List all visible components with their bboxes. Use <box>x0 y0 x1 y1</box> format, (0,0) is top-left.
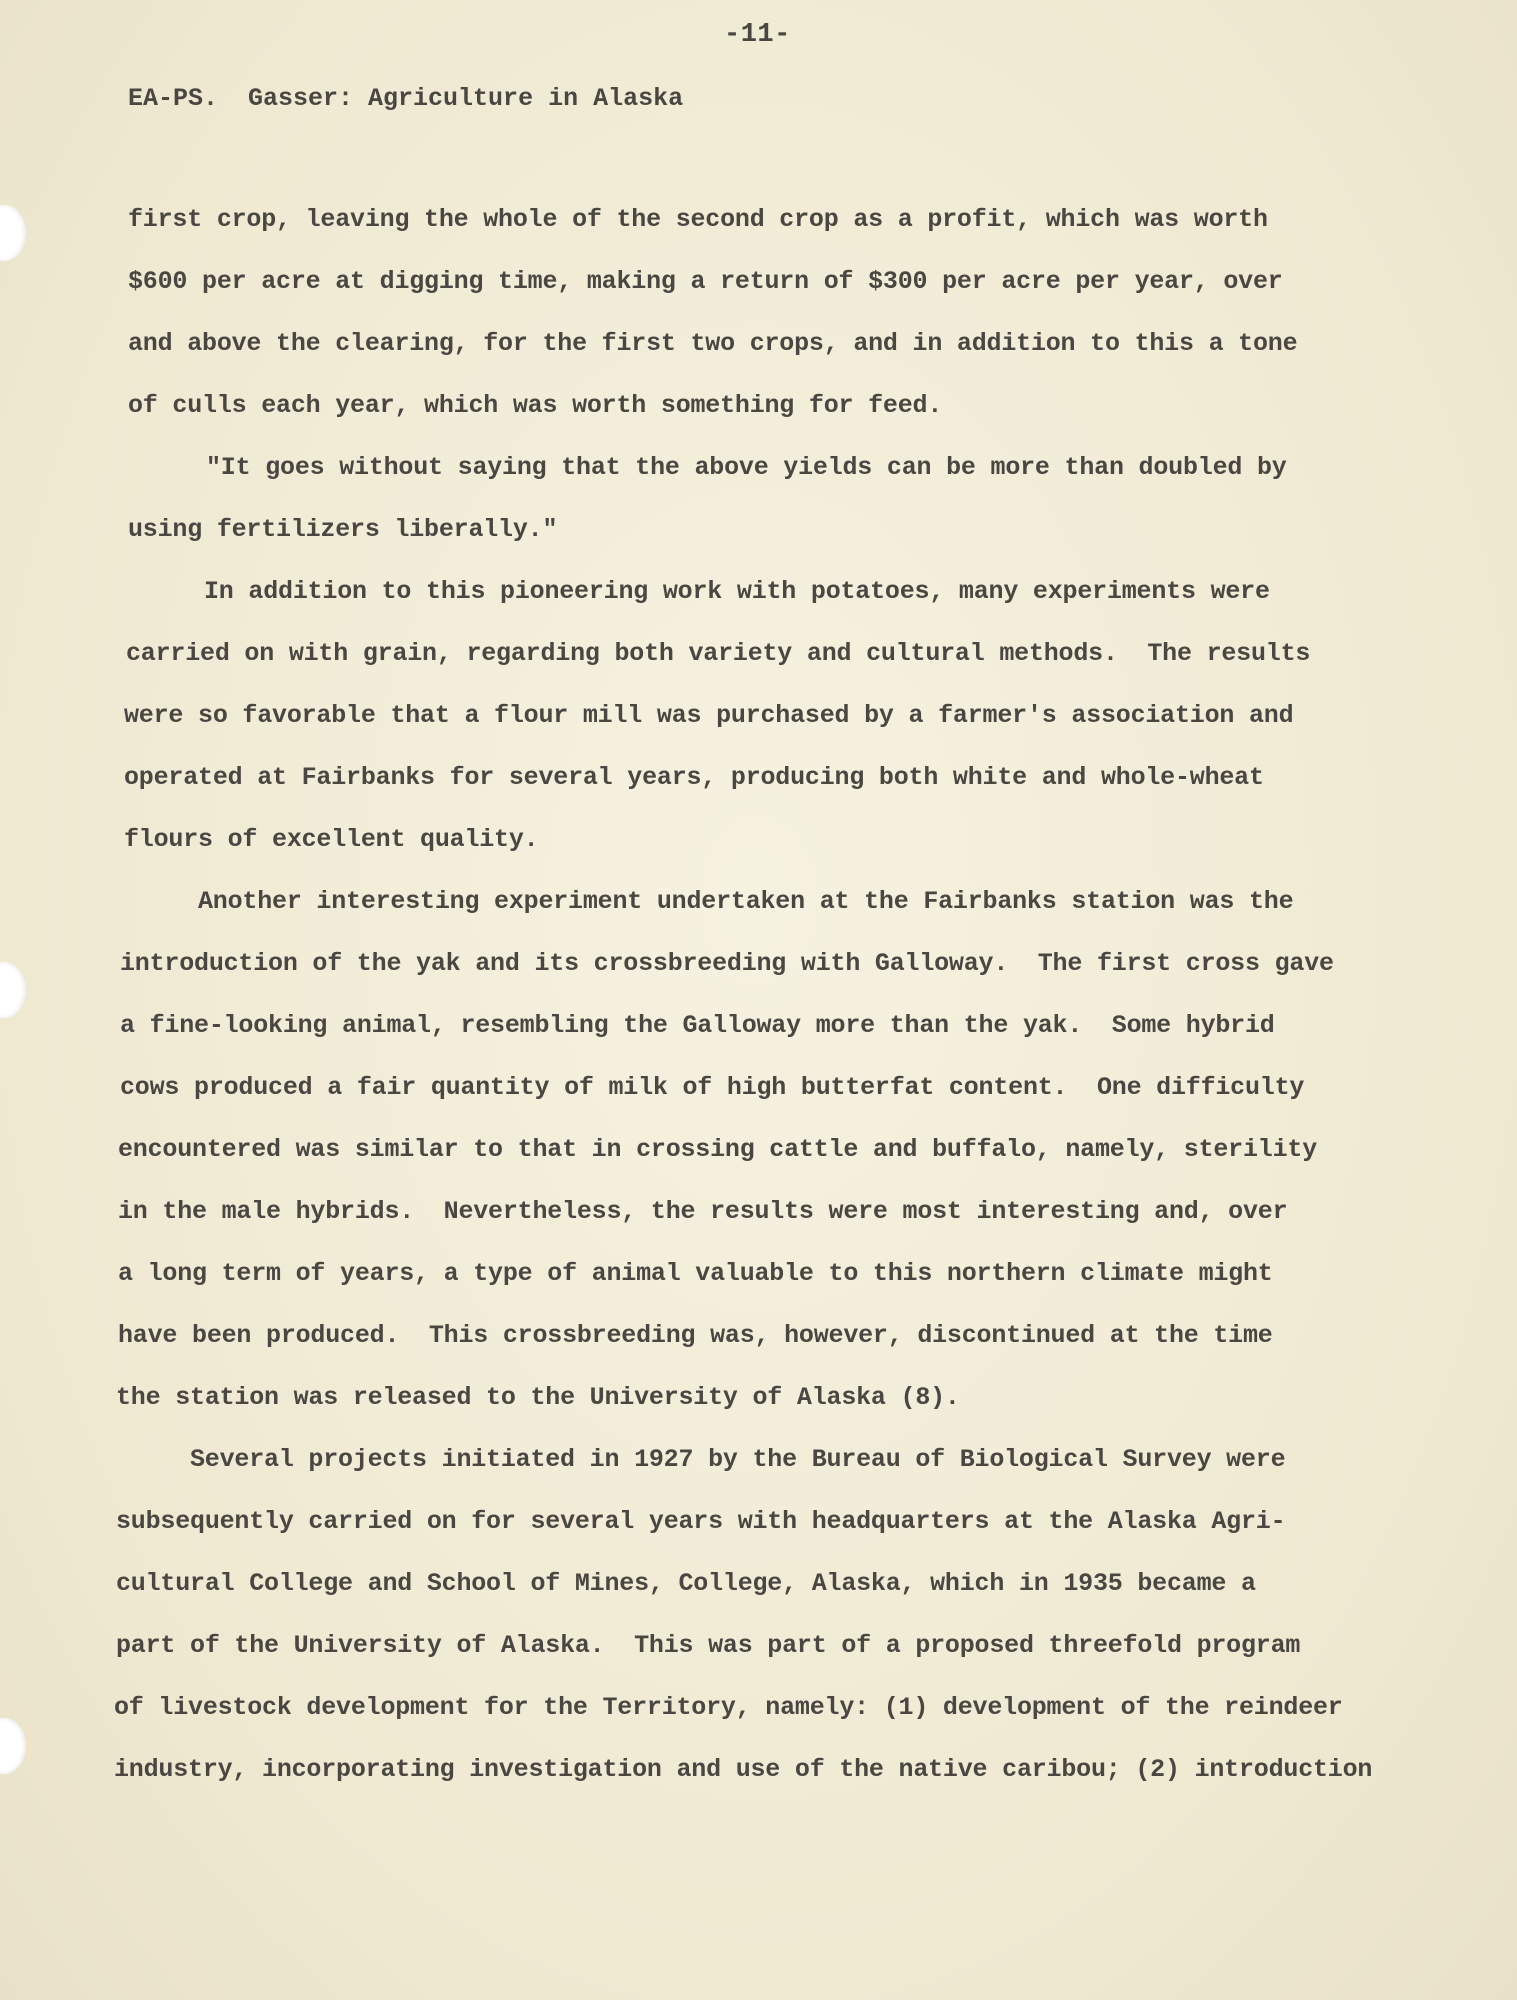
text-line: $600 per acre at digging time, making a return of $300 per acre per year, over <box>128 267 1283 296</box>
text-line: of livestock development for the Territory, namely: (1) development of the reindeer <box>114 1693 1343 1722</box>
text-line: first crop, leaving the whole of the second crop as a profit, which was worth <box>128 205 1268 234</box>
running-head: EA-PS. Gasser: Agriculture in Alaska <box>128 84 684 113</box>
text-line: were so favorable that a flour mill was purchased by a farmer's association and <box>124 701 1294 730</box>
text-line: Another interesting experiment undertaken at the Fairbanks station was the <box>198 887 1294 916</box>
punch-hole <box>0 205 26 261</box>
text-line: have been produced. This crossbreeding was, however, discontinued at the time <box>118 1321 1273 1350</box>
text-line: part of the University of Alaska. This was part of a proposed threefold program <box>116 1631 1301 1660</box>
punch-hole <box>0 1718 26 1774</box>
text-line: Several projects initiated in 1927 by the Bureau of Biological Survey were <box>190 1445 1286 1474</box>
text-line: using fertilizers liberally." <box>128 515 558 544</box>
text-line: of culls each year, which was worth something for feed. <box>128 391 943 420</box>
text-line: in the male hybrids. Nevertheless, the results were most interesting and, over <box>118 1197 1288 1226</box>
text-line: a fine-looking animal, resembling the Galloway more than the yak. Some hybrid <box>120 1011 1275 1040</box>
text-line: subsequently carried on for several years with headquarters at the Alaska Agri- <box>116 1507 1286 1536</box>
text-line: industry, incorporating investigation and use of the native caribou; (2) introduction <box>114 1755 1373 1784</box>
text-line: introduction of the yak and its crossbreeding with Galloway. The first cross gave <box>120 949 1334 978</box>
text-line: In addition to this pioneering work with potatoes, many experiments were <box>204 577 1270 606</box>
page-number: -11- <box>724 20 791 50</box>
punch-hole <box>0 962 26 1018</box>
text-line: encountered was similar to that in crossing cattle and buffalo, namely, sterility <box>118 1135 1317 1164</box>
text-line: cows produced a fair quantity of milk of high butterfat content. One difficulty <box>120 1073 1305 1102</box>
text-line: "It goes without saying that the above yields can be more than doubled by <box>206 453 1287 482</box>
text-line: flours of excellent quality. <box>124 825 539 854</box>
text-line: carried on with grain, regarding both variety and cultural methods. The results <box>126 639 1311 668</box>
text-line: operated at Fairbanks for several years, producing both white and whole-wheat <box>124 763 1264 792</box>
text-line: and above the clearing, for the first two crops, and in addition to this a tone <box>128 329 1298 358</box>
text-line: cultural College and School of Mines, College, Alaska, which in 1935 became a <box>116 1569 1256 1598</box>
text-line: a long term of years, a type of animal valuable to this northern climate might <box>118 1259 1273 1288</box>
text-line: the station was released to the University of Alaska (8). <box>116 1383 960 1412</box>
